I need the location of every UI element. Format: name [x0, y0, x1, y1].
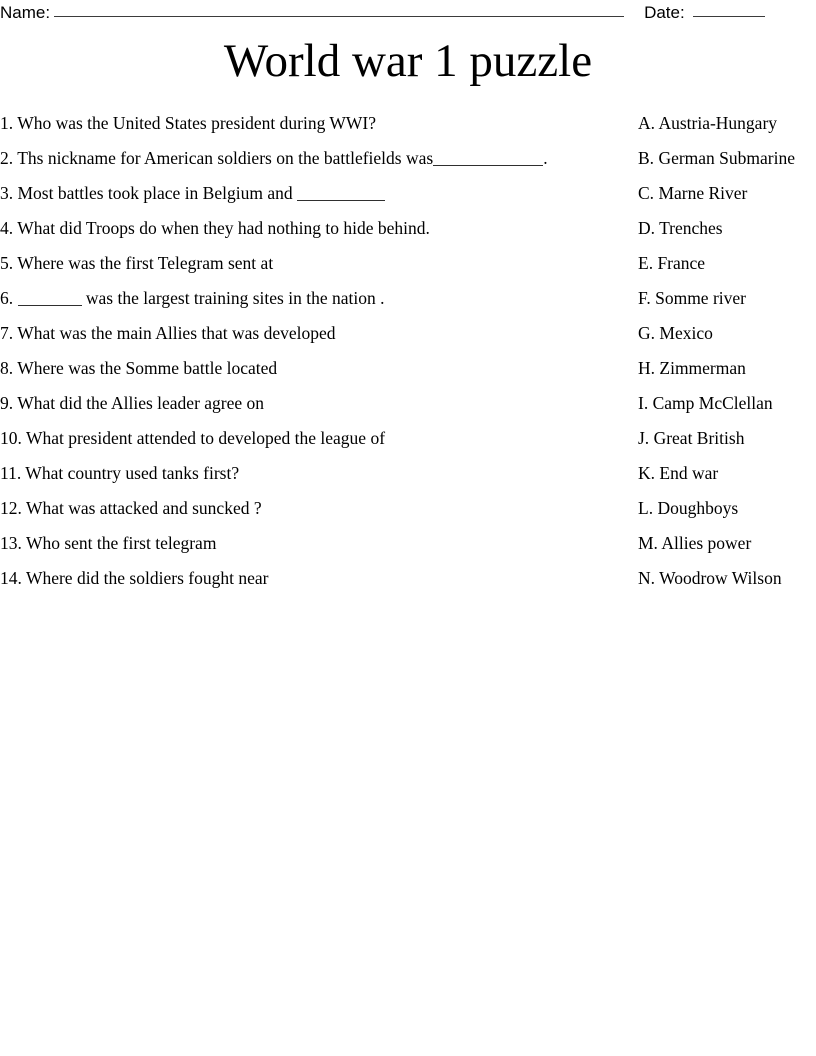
question-text: What was attacked and suncked ?	[25, 498, 262, 518]
question-number: 13.	[0, 533, 22, 553]
answer-option[interactable]	[638, 322, 816, 357]
answer-option[interactable]	[638, 462, 816, 497]
question-item	[0, 357, 620, 392]
question-text: Where was the first Telegram sent at	[17, 253, 274, 273]
answer-option[interactable]	[638, 567, 816, 602]
question-item	[0, 427, 620, 462]
question-number: 9.	[0, 393, 14, 413]
question-text: Where was the Somme battle located	[17, 358, 278, 378]
answer-text: End war	[659, 463, 719, 483]
question-item	[0, 532, 620, 567]
answer-letter: H.	[638, 358, 656, 378]
question-number: 2.	[0, 148, 14, 168]
answer-option[interactable]	[638, 252, 816, 287]
answer-option[interactable]	[638, 182, 816, 217]
answer-option[interactable]	[638, 532, 816, 567]
answer-text: Great British	[653, 428, 745, 448]
question-list	[0, 112, 620, 602]
answer-letter: J.	[638, 428, 650, 448]
question-item	[0, 287, 620, 322]
date-group	[644, 0, 765, 26]
answer-text: France	[657, 253, 706, 273]
answer-option[interactable]	[638, 497, 816, 532]
question-number: 5.	[0, 253, 14, 273]
answer-text: Mexico	[659, 323, 713, 343]
answer-letter: N.	[638, 568, 656, 588]
answer-text: Marne River	[658, 183, 748, 203]
date-label: Date:	[644, 3, 685, 22]
question-text-trailing: was the largest training sites in the nation .	[81, 288, 385, 308]
answer-letter: D.	[638, 218, 656, 238]
question-item	[0, 322, 620, 357]
name-date-header	[0, 0, 800, 26]
question-item	[0, 497, 620, 532]
answer-letter: A.	[638, 113, 656, 133]
question-number: 6.	[0, 288, 14, 308]
question-item	[0, 392, 620, 427]
answer-option[interactable]	[638, 392, 816, 427]
question-number: 3.	[0, 183, 14, 203]
answer-option[interactable]	[638, 287, 816, 322]
answer-letter: G.	[638, 323, 656, 343]
question-item	[0, 567, 620, 602]
question-number: 7.	[0, 323, 14, 343]
answer-option[interactable]	[638, 357, 816, 392]
answer-letter: M.	[638, 533, 658, 553]
question-text: Ths nickname for American soldiers on the battlefields was	[17, 148, 434, 168]
name-label: Name:	[0, 3, 51, 22]
date-input-line[interactable]	[693, 3, 765, 17]
answer-text: Woodrow Wilson	[659, 568, 782, 588]
answer-text: Allies power	[661, 533, 752, 553]
answer-blank[interactable]	[297, 187, 385, 201]
answer-option[interactable]	[638, 112, 816, 147]
answer-letter: F.	[638, 288, 651, 308]
question-item	[0, 217, 620, 252]
answer-text: German Submarine	[658, 148, 795, 168]
answer-option[interactable]	[638, 217, 816, 252]
question-item	[0, 252, 620, 287]
answer-bank-list	[638, 112, 816, 602]
question-item	[0, 182, 620, 217]
answer-letter: C.	[638, 183, 655, 203]
question-item	[0, 147, 620, 182]
question-text: What was the main Allies that was developed	[17, 323, 336, 343]
question-text: Who sent the first telegram	[25, 533, 217, 553]
answer-text: Doughboys	[657, 498, 739, 518]
answer-letter: I.	[638, 393, 649, 413]
answer-option[interactable]	[638, 147, 816, 182]
question-item	[0, 112, 620, 147]
question-item	[0, 462, 620, 497]
answer-letter: L.	[638, 498, 654, 518]
worksheet-body	[0, 112, 816, 612]
question-number: 10.	[0, 428, 22, 448]
answer-letter: K.	[638, 463, 656, 483]
question-text: Most battles took place in Belgium and	[17, 183, 297, 203]
answer-letter: E.	[638, 253, 654, 273]
answer-text: Somme river	[655, 288, 746, 308]
question-text: What country used tanks first?	[25, 463, 240, 483]
question-text-trailing: .	[543, 148, 548, 168]
question-number: 4.	[0, 218, 14, 238]
question-number: 1.	[0, 113, 14, 133]
question-text: What did the Allies leader agree on	[17, 393, 265, 413]
question-text: What president attended to developed the league of	[25, 428, 386, 448]
answer-blank[interactable]	[433, 152, 543, 166]
name-input-line[interactable]	[54, 3, 624, 17]
question-text: Where did the soldiers fought near	[25, 568, 269, 588]
answer-text: Trenches	[659, 218, 723, 238]
answer-text: Zimmerman	[659, 358, 746, 378]
question-number: 12.	[0, 498, 22, 518]
question-text: What did Troops do when they had nothing to hide behind.	[17, 218, 430, 238]
question-number: 8.	[0, 358, 14, 378]
question-number: 14.	[0, 568, 22, 588]
answer-letter: B.	[638, 148, 655, 168]
answer-option[interactable]	[638, 427, 816, 462]
page-title: World war 1 puzzle	[223, 35, 593, 87]
answer-text: Austria-Hungary	[658, 113, 778, 133]
question-number: 11.	[0, 463, 22, 483]
answer-text: Camp McClellan	[652, 393, 773, 413]
question-text: Who was the United States president during WWI?	[17, 113, 377, 133]
answer-blank[interactable]	[18, 292, 82, 306]
